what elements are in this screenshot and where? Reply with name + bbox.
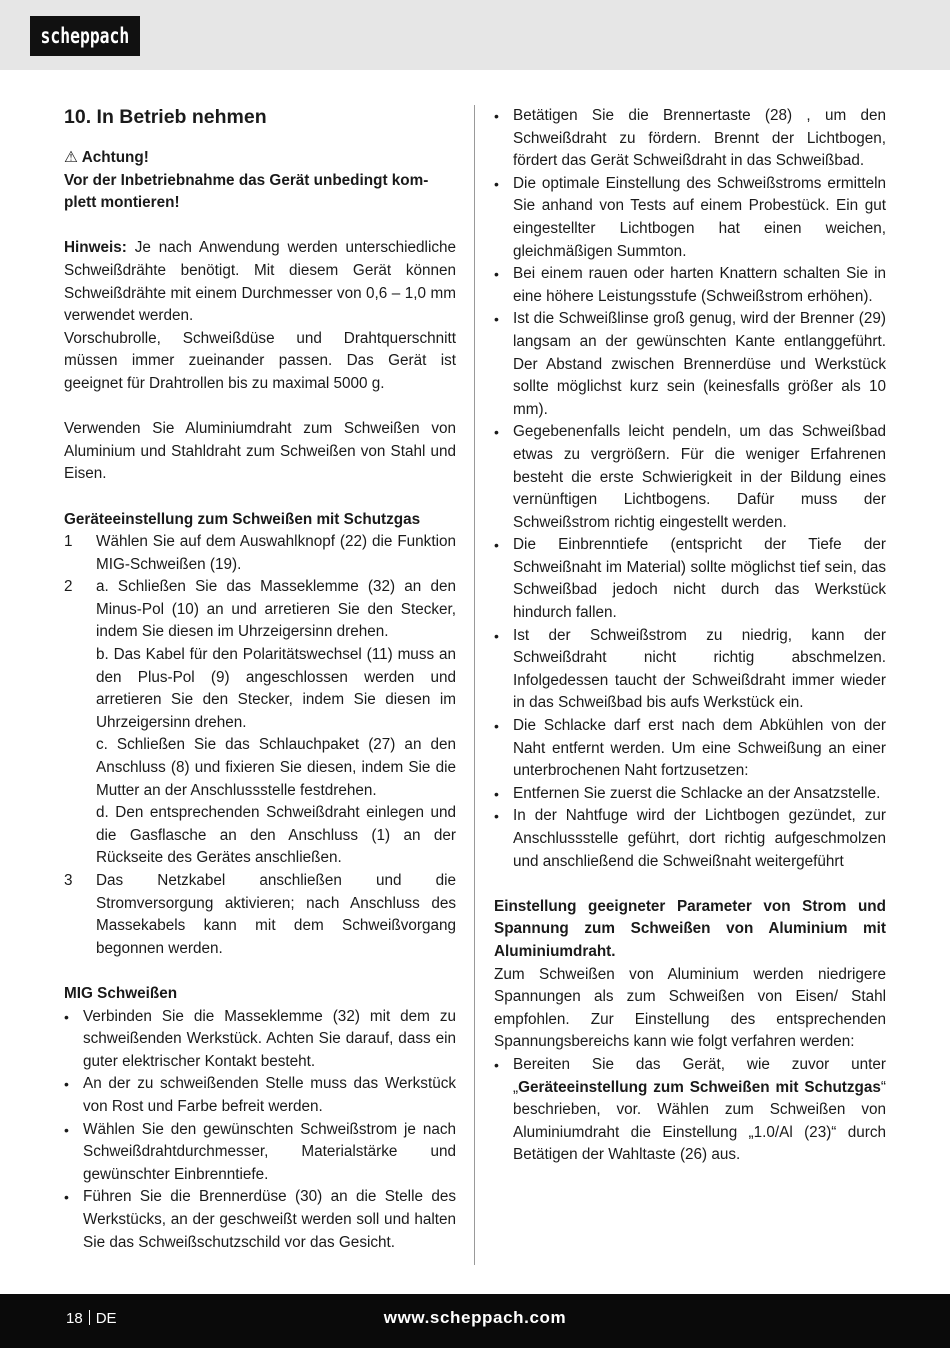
page-number: 18 bbox=[66, 1310, 83, 1327]
list-item: • Verbinden Sie die Masseklemme (32) mit dem zu schweißenden Werkstück. Achten Sie darauf, dass ein guter elektrischer Kontakt besteht. bbox=[64, 1007, 456, 1070]
footer-bar bbox=[0, 1294, 950, 1348]
list-item: • Gegebenenfalls leicht pendeln, um das Schweißbad etwas zu vergrößern. Für die weniger Erfahrenen besteht die erste Schwierigkeit in der Bildung eines vernünftigen Lichtbogens. Dafür muss der Schweißstrom richtig eingestellt werden. bbox=[494, 423, 886, 531]
note-paragraph: Hinweis: Je nach Anwendung werden unterschiedliche Schweißdrähte benötigt. Mit diesem Gerät können Schweißdrähte mit einem Durchmesser von 0,6 – 1,0 mm verwendet werden. bbox=[64, 239, 457, 325]
scheppach-logo bbox=[30, 16, 140, 56]
mig-heading: MIG Schweißen bbox=[64, 984, 178, 1002]
note-paragraph-2: Vorschubrolle, Schweißdüse und Drahtquerschnitt müssen immer zueinander passen. Das Gerät ist geeignet für Drahtrollen bis zu maximal 5000 g. bbox=[64, 329, 456, 392]
section-title: 10. In Betrieb nehmen bbox=[64, 106, 267, 128]
list-item: 1 Wählen Sie auf dem Auswahlknopf (22) die Funktion MIG-Schweißen (19). bbox=[64, 533, 456, 573]
list-item: • Wählen Sie den gewünschten Schweißstrom je nach Schweißdrahtdurchmesser, Materialstärke und gewünschter Einbrenntiefe. bbox=[64, 1120, 456, 1183]
list-item: • Die Einbrenntiefe (entspricht der Tiefe der Schweißnaht im Material) sollte möglichst tief sein, das Schweißbad jedoch nicht durch das Werkstück hindurch fallen. bbox=[494, 536, 886, 622]
language-code: DE bbox=[95, 1310, 117, 1327]
list-item: • Ist der Schweißstrom zu niedrig, kann der Schweißdraht nicht richtig abschmelzen. Infolgedessen taucht der Schweißdraht immer wieder in das Schweißbad bis aufs Werkstück ein. bbox=[494, 626, 886, 712]
list-item: • Ist die Schweißlinse groß genug, wird der Brenner (29) langsam an der gewünschten Kante entlanggeführt. Der Abstand zwischen Brennerdüse und Werkstück sollte möglichst kurz sein (keinesfalls größer als 10 mm). bbox=[494, 310, 886, 418]
warning-text-2: plett montieren! bbox=[64, 194, 180, 212]
gas-steps-list bbox=[64, 531, 456, 960]
list-item: b. Das Kabel für den Polaritätswechsel (11) muss an den Plus-Pol (9) angeschlossen werden und arretieren Sie den Stecker, indem Sie diesen im Uhrzeigersinn drehen. bbox=[96, 646, 456, 731]
list-item: c. Schließen Sie das Schlauchpaket (27) an den Anschluss (8) und fixieren Sie diesen, indem Sie die Mutter an der Anschlussstelle festdrehen. bbox=[96, 736, 456, 799]
list-item: • Entfernen Sie zuerst die Schlacke an der Ansatzstelle. bbox=[494, 784, 881, 802]
list-item: • Die optimale Einstellung des Schweißstroms ermitteln Sie anhand von Tests auf einem Probestück. Ein gut eingestellter Lichtbogen hat einen weichen, gleichmäßigen Summton. bbox=[494, 174, 886, 260]
gas-heading: Geräteeinstellung zum Schweißen mit Schutzgas bbox=[64, 510, 421, 528]
list-item: 2 a. Schließen Sie das Masseklemme (32) an den Minus-Pol (10) an und arretieren Sie den Stecker, indem Sie diesen im Uhrzeigersinn drehen. bbox=[64, 578, 456, 641]
warning-triangle-icon: ⚠ bbox=[64, 149, 78, 166]
list-item: • Betätigen Sie die Brennertaste (28) , um den Schweißdraht zu fördern. Brennt der Lichtbogen, fördert das Gerät Schweißdraht in das Schweißbad. bbox=[494, 107, 886, 170]
warning-heading: ⚠ Achtung! bbox=[64, 147, 456, 170]
logo-text: scheppach bbox=[40, 24, 130, 48]
mig-bullets-list bbox=[64, 1006, 456, 1255]
list-item: • Die Schlacke darf erst nach dem Abkühlen von der Naht entfernt werden. Um eine Schweißung an einer unterbrochenen Naht fortzusetzen: bbox=[494, 717, 886, 780]
alu-heading: Einstellung geeigneter Parameter von Strom und Spannung zum Schweißen von Aluminium mit Aluminiumdraht. bbox=[494, 897, 886, 960]
right-column bbox=[494, 105, 886, 1167]
list-item: • An der zu schweißenden Stelle muss das Werkstück von Rost und Farbe befreit werden. bbox=[64, 1075, 456, 1115]
header-bar bbox=[0, 0, 950, 70]
website-link[interactable]: www.scheppach.com bbox=[383, 1308, 567, 1327]
list-item: • Bereiten Sie das Gerät, wie zuvor unter „Geräteeinstellung zum Schweißen mit Schutzgas“ beschrieben, vor. Wählen zum Schweißen von Aluminiumdraht die Einstellung „1.0/Al (23)“ durch Betätigen der Wahltaste (26) aus. bbox=[494, 1055, 886, 1164]
list-item: • In der Nahtfuge wird der Lichtbogen gezündet, zur Anschlussstelle geführt, dort richtig aufgeschmolzen und anschließend die Schweißnaht weitergeführt bbox=[494, 807, 886, 870]
warning-text-1: Vor der Inbetriebnahme das Gerät unbedingt kom- bbox=[64, 171, 429, 189]
left-column bbox=[64, 105, 456, 1254]
aluminium-paragraph: Verwenden Sie Aluminiumdraht zum Schweißen von Aluminium und Stahldraht zum Schweißen von Stahl und Eisen. bbox=[64, 420, 456, 483]
right-bullets-list bbox=[494, 105, 886, 873]
list-item: • Führen Sie die Brennerdüse (30) an die Stelle des Werkstücks, an der geschweißt werden soll und halten Sie das Schweißschutzschild vor das Gesicht. bbox=[64, 1188, 456, 1251]
list-item: d. Den entsprechenden Schweißdraht einlegen und die Gasflasche an den Anschluss (1) an der Rückseite des Gerätes anschließen. bbox=[96, 804, 456, 867]
list-item: 3 Das Netzkabel anschließen und die Stromversorgung aktivieren; nach Anschluss des Massekabels kann mit dem Schweißvorgang begonnen werden. bbox=[64, 872, 456, 957]
list-item: • Bei einem rauen oder harten Knattern schalten Sie in eine höhere Leistungsstufe (Schweißstrom erhöhen). bbox=[494, 265, 886, 305]
alu-paragraph: Zum Schweißen von Aluminium werden niedrigere Spannungen als zum Schweißen von Eisen/ Stahl empfohlen. Zur Einstellung des entsprechenden Spannungsbereichs kann wie folgt verfahren werden: bbox=[494, 965, 886, 1051]
column-divider bbox=[474, 105, 475, 1265]
